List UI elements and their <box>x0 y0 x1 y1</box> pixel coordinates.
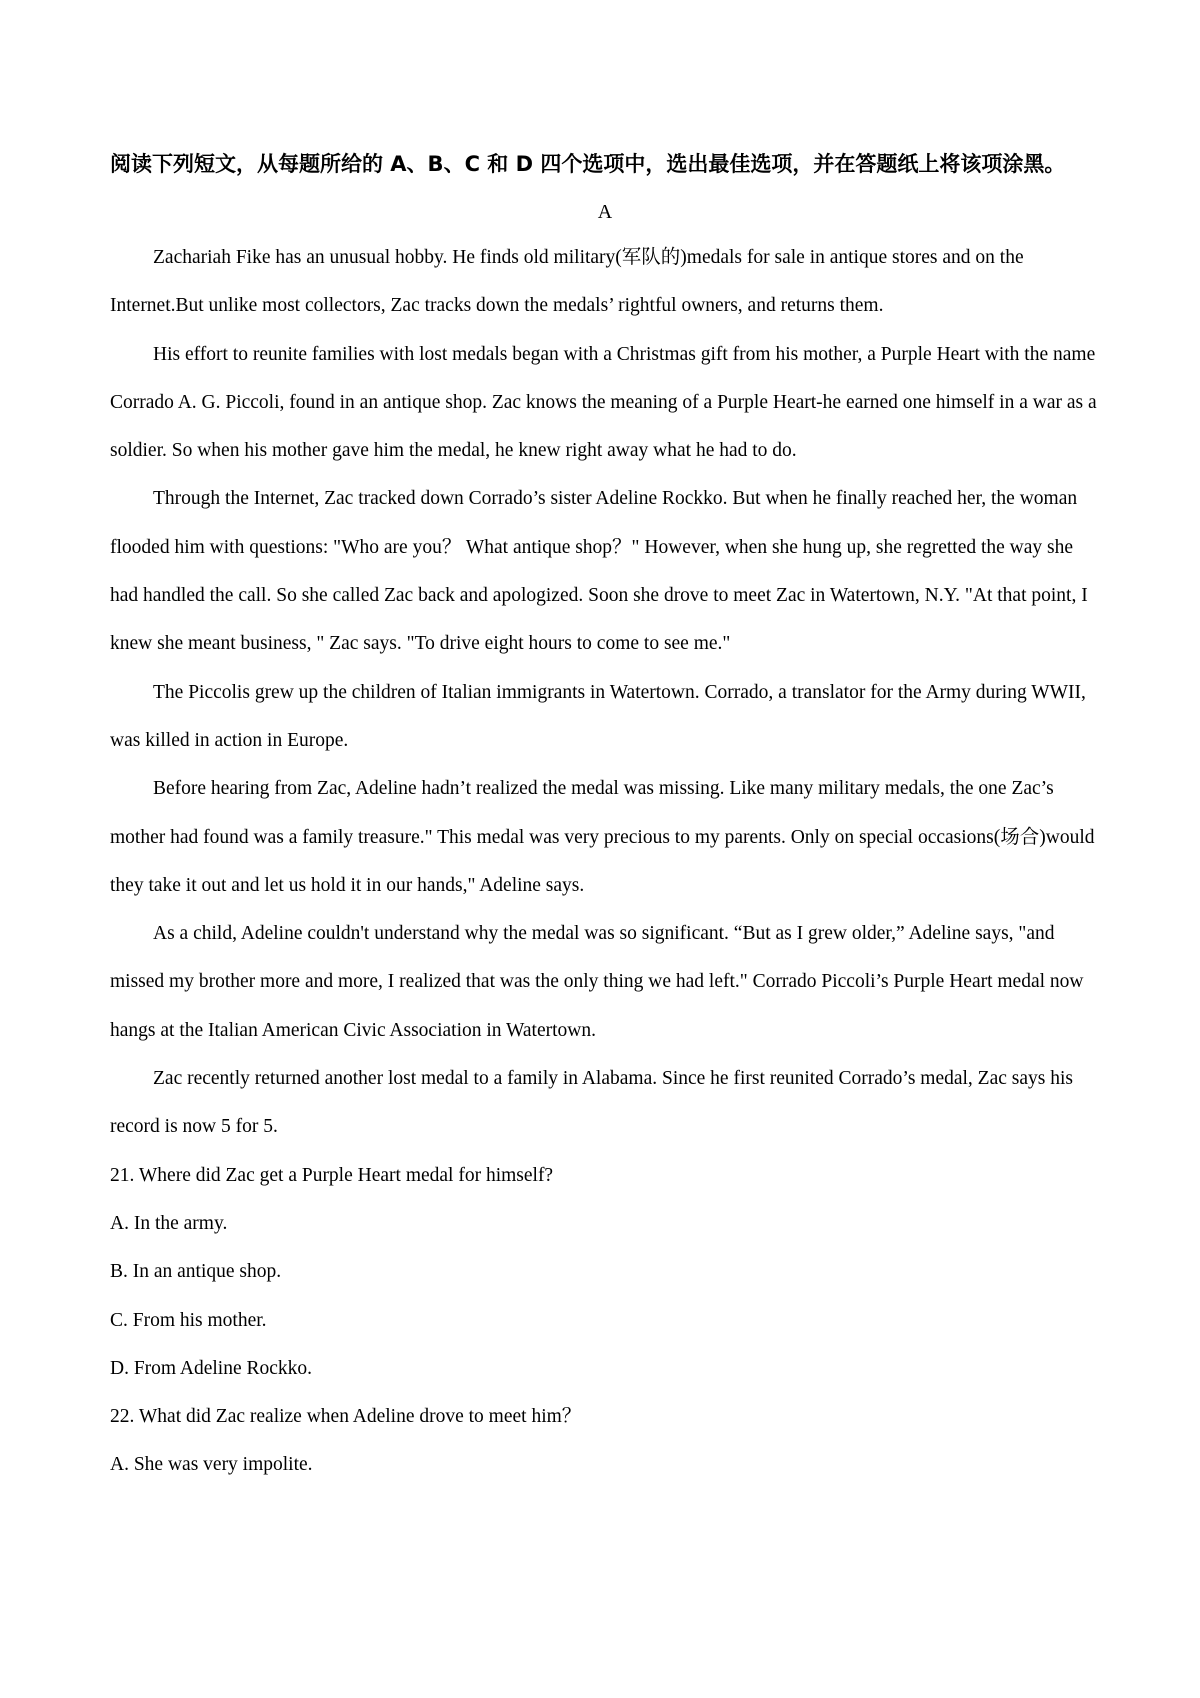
document-page <box>110 140 1100 1490</box>
question-21: 21. Where did Zac get a Purple Heart medal for himself? <box>110 1164 554 1186</box>
option-22-a: A. She was very impolite. <box>110 1454 313 1476</box>
passage-paragraph: The Piccolis grew up the children of Italian immigrants in Watertown. Corrado, a translator for the Army during WWII, was killed in action in Europe. <box>110 681 1086 751</box>
passage-paragraph: Before hearing from Zac, Adeline hadn’t realized the medal was missing. Like many military medals, the one Zac’s mother had found was a family treasure." This medal was very precious to my parents. Only on special occasions(场合)would they take it out and let us hold it in our hands," Adeline says. <box>110 778 1095 896</box>
instruction-text: 阅读下列短文，从每题所给的 A、B、C 和 D 四个选项中，选出最佳选项，并在答题纸上将该项涂黑。 <box>110 152 1066 176</box>
option-21-a: A. In the army. <box>110 1212 228 1234</box>
passage-paragraph: As a child, Adeline couldn't understand why the medal was so significant. “But as I grew older,” Adeline says, "and missed my brother more and more, I realized that was the only thing we had left." Corrado Piccoli’s Purple Heart medal now hangs at the Italian American Civic Association in Watertown. <box>110 923 1084 1041</box>
passage-paragraph: His effort to reunite families with lost medals began with a Christmas gift from his mother, a Purple Heart with the name Corrado A. G. Piccoli, found in an antique shop. Zac knows the meaning of a Purple Heart-he earned one himself in a war as a soldier. So when his mother gave him the medal, he knew right away what he had to do. <box>110 343 1097 462</box>
passage-paragraph: Zachariah Fike has an unusual hobby. He finds old military(军队的)medals for sale in antique stores and on the Internet.But unlike most collectors, Zac tracks down the medals’ rightful owners, and returns them. <box>110 247 1024 317</box>
passage-paragraph: Through the Internet, Zac tracked down Corrado’s sister Adeline Rockko. But when he finally reached her, the woman flooded him with questions: "Who are you？ What antique shop？" However, when she hung up, she regretted the way she had handled the call. So she called Zac back and apologized. Soon she drove to meet Zac in Watertown, N.Y. "At that point, I knew she meant business, " Zac says. "To drive eight hours to come to see me." <box>110 488 1088 655</box>
passage-paragraph: Zac recently returned another lost medal to a family in Alabama. Since he first reunited Corrado’s medal, Zac says his record is now 5 for 5. <box>110 1068 1073 1138</box>
option-21-d: D. From Adeline Rockko. <box>110 1357 313 1379</box>
option-21-c: C. From his mother. <box>110 1309 267 1331</box>
question-22: 22. What did Zac realize when Adeline drove to meet him？ <box>110 1406 582 1428</box>
section-title: A <box>597 201 613 223</box>
option-21-b: B. In an antique shop. <box>110 1261 282 1283</box>
